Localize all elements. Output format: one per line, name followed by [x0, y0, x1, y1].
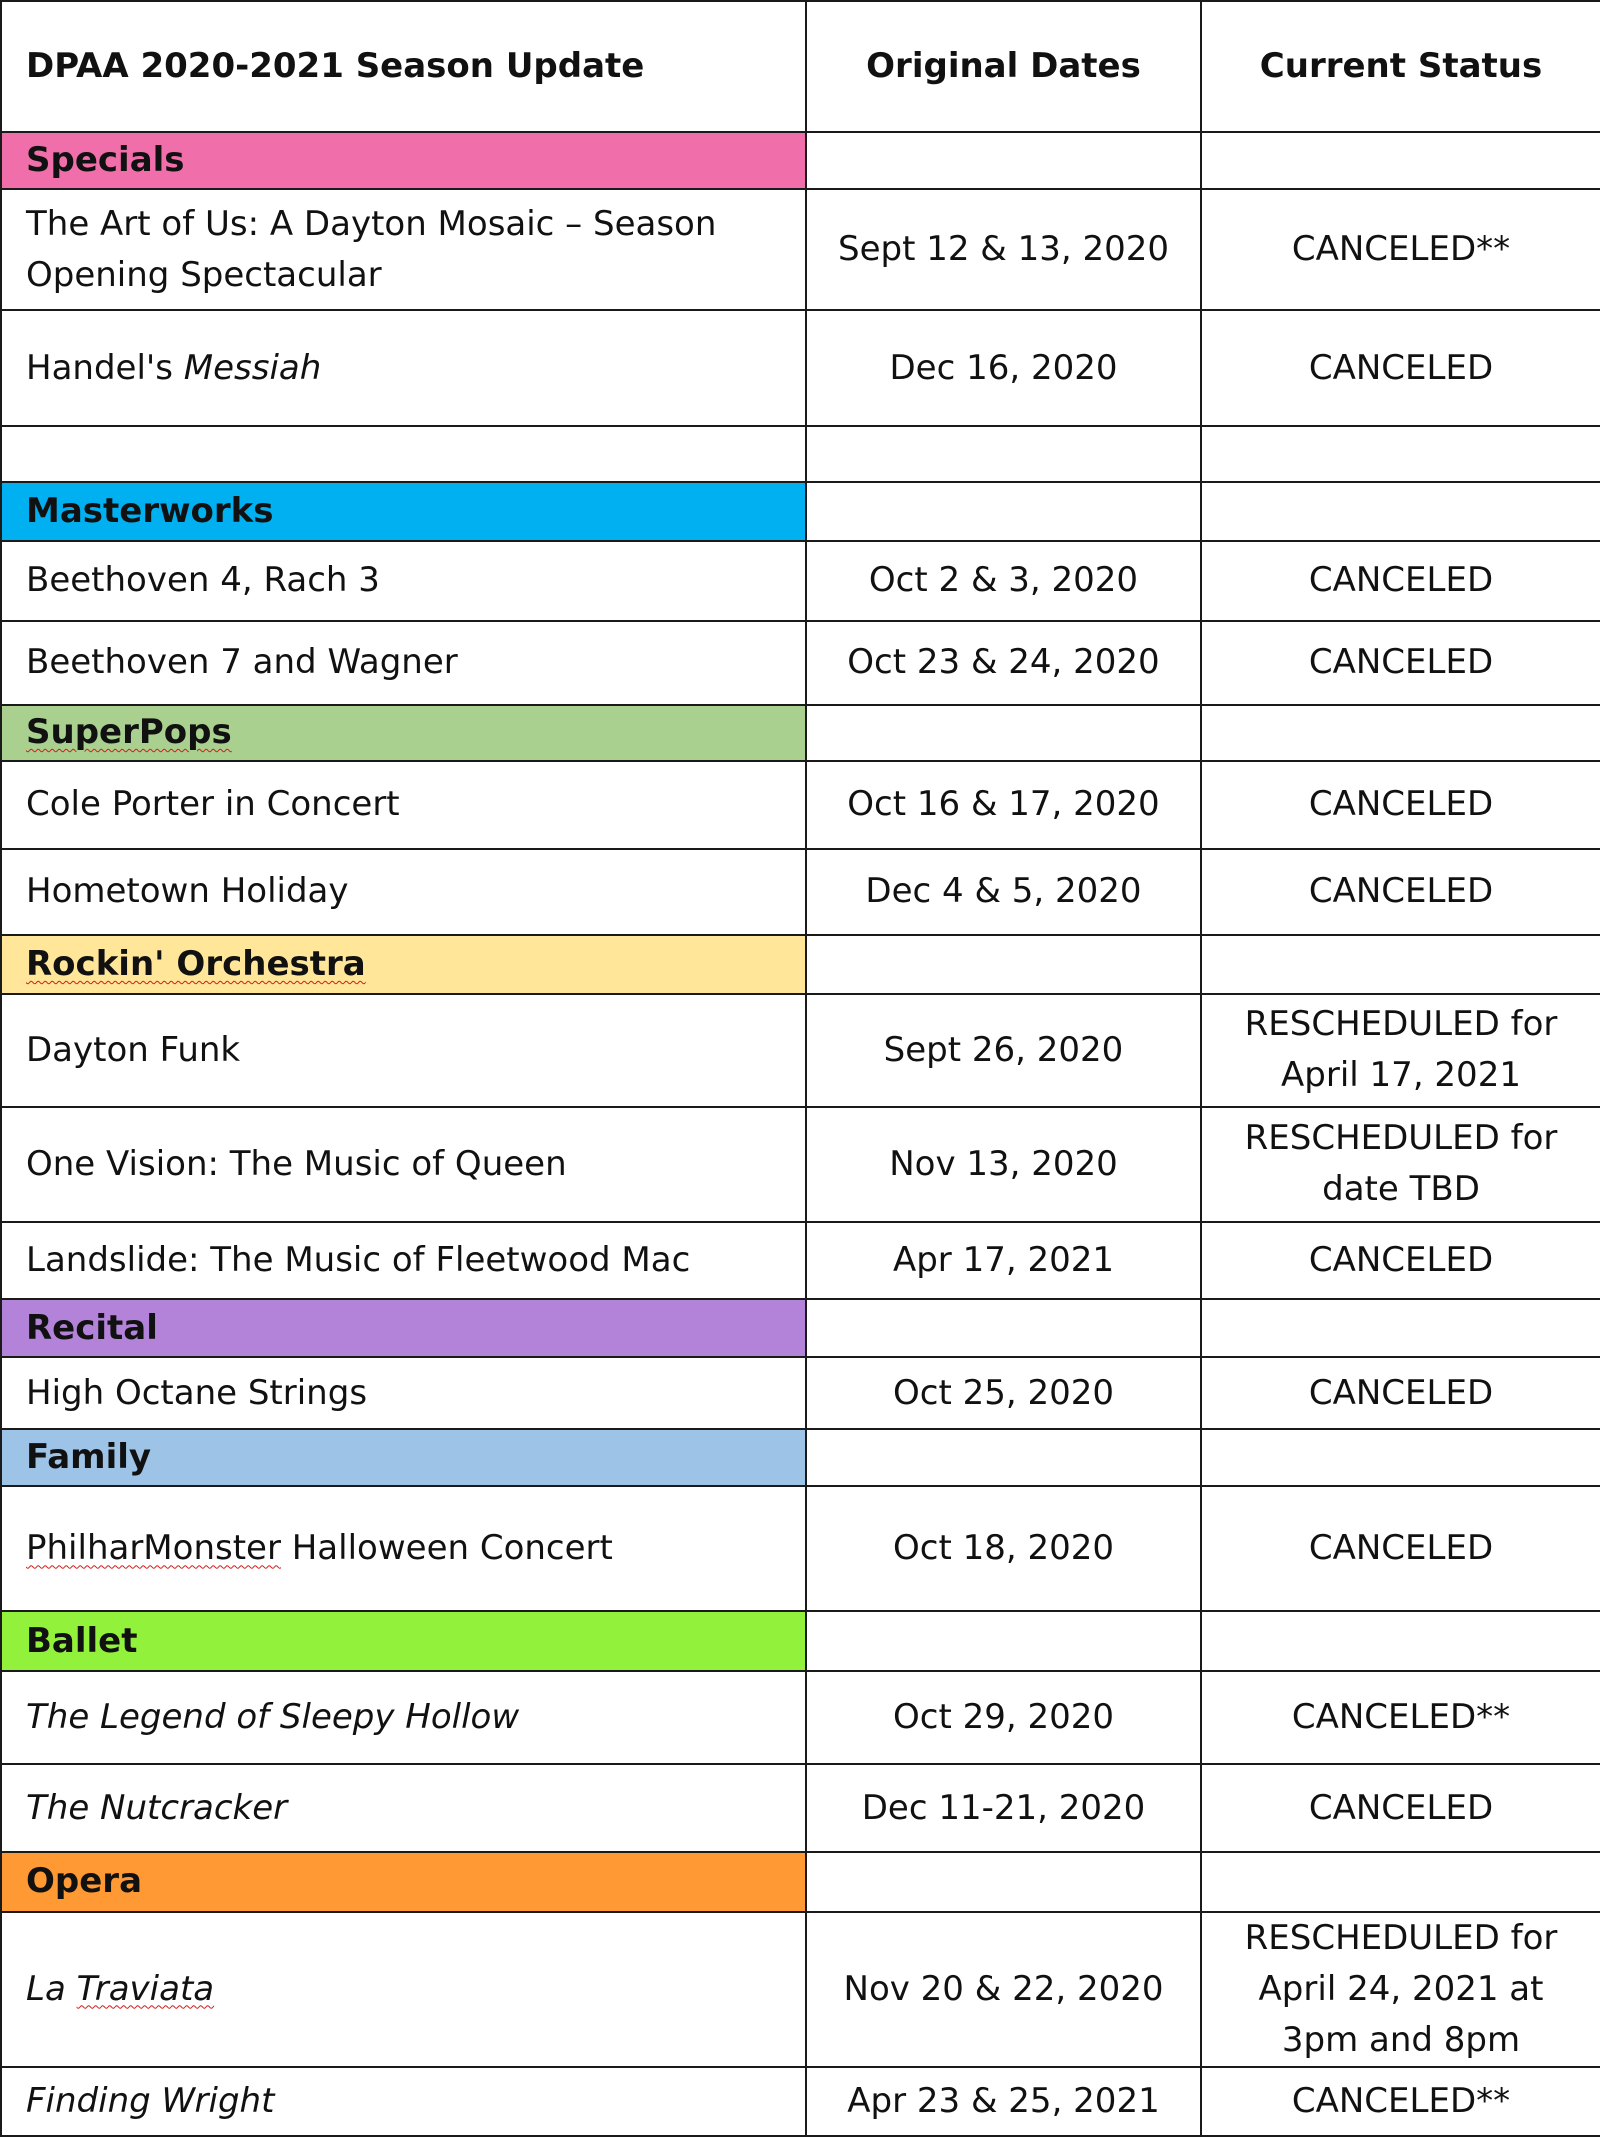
- event-dates: Oct 25, 2020: [806, 1357, 1201, 1429]
- event-row-finding-wright: [1, 2067, 1600, 2136]
- event-name-italic: Messiah: [183, 347, 322, 388]
- event-name: Beethoven 4, Rach 3: [1, 541, 806, 620]
- event-status: RESCHEDULED for April 17, 2021: [1201, 994, 1600, 1107]
- category-ballet: Ballet: [1, 1611, 806, 1671]
- event-row-landslide: [1, 1222, 1600, 1299]
- event-dates: Oct 29, 2020: [806, 1671, 1201, 1764]
- empty-cell: [1201, 132, 1600, 189]
- event-dates: Oct 2 & 3, 2020: [806, 541, 1201, 620]
- empty-cell: [1201, 1852, 1600, 1912]
- empty-cell: [806, 482, 1201, 541]
- event-name: [1, 310, 806, 426]
- empty-cell: [806, 1299, 1201, 1357]
- event-name: Dayton Funk: [1, 994, 806, 1107]
- event-status: CANCELED**: [1201, 189, 1600, 310]
- event-dates: Dec 11-21, 2020: [806, 1764, 1201, 1851]
- event-status: CANCELED: [1201, 849, 1600, 935]
- event-status: RESCHEDULED for date TBD: [1201, 1107, 1600, 1222]
- empty-cell: [806, 1429, 1201, 1486]
- category-specials: Specials: [1, 132, 806, 189]
- category-row-superpops: [1, 705, 1600, 761]
- event-name: [1, 1912, 806, 2067]
- event-status: CANCELED**: [1201, 1671, 1600, 1764]
- event-status: CANCELED: [1201, 621, 1600, 705]
- empty-cell: [806, 1852, 1201, 1912]
- event-name: One Vision: The Music of Queen: [1, 1107, 806, 1222]
- category-rockin-label: Rockin' Orchestra: [26, 943, 366, 984]
- header-current-status: Current Status: [1201, 1, 1600, 132]
- category-rockin-orchestra: [1, 935, 806, 994]
- event-name-prefix: Handel's: [26, 347, 184, 388]
- event-row-beethoven7: [1, 621, 1600, 705]
- empty-cell: [806, 1611, 1201, 1671]
- category-row-specials: [1, 132, 1600, 189]
- event-dates: Nov 13, 2020: [806, 1107, 1201, 1222]
- empty-cell: [1201, 935, 1600, 994]
- event-status: CANCELED: [1201, 1222, 1600, 1299]
- event-row-philharmonster: [1, 1486, 1600, 1611]
- category-recital: Recital: [1, 1299, 806, 1357]
- empty-cell: [806, 426, 1201, 482]
- event-status-line: 3pm and 8pm: [1281, 2019, 1521, 2060]
- event-status-line: April 24, 2021 at: [1258, 1968, 1544, 2009]
- event-name: The Art of Us: A Dayton Mosaic – Season Opening Spectacular: [1, 189, 806, 310]
- empty-cell: [1201, 705, 1600, 761]
- event-row-dayton-funk: [1, 994, 1600, 1107]
- empty-cell: [806, 705, 1201, 761]
- event-name-prefix: La: [26, 1968, 77, 2009]
- event-name: Hometown Holiday: [1, 849, 806, 935]
- event-status: [1201, 1912, 1600, 2067]
- event-dates: Oct 16 & 17, 2020: [806, 761, 1201, 849]
- event-status: CANCELED: [1201, 541, 1600, 620]
- event-status-line: RESCHEDULED for: [1244, 1917, 1558, 1958]
- event-row-beethoven4: [1, 541, 1600, 620]
- event-dates: Nov 20 & 22, 2020: [806, 1912, 1201, 2067]
- empty-cell: [1201, 1611, 1600, 1671]
- empty-cell: [1201, 1299, 1600, 1357]
- category-opera: Opera: [1, 1852, 806, 1912]
- event-status: CANCELED: [1201, 1764, 1600, 1851]
- event-name-squiggle: Traviata: [76, 1968, 215, 2009]
- event-dates: Dec 4 & 5, 2020: [806, 849, 1201, 935]
- event-name: The Legend of Sleepy Hollow: [1, 1671, 806, 1764]
- empty-cell: [1201, 426, 1600, 482]
- event-name: Finding Wright: [1, 2067, 806, 2136]
- event-row-sleepy-hollow: [1, 1671, 1600, 1764]
- category-row-recital: [1, 1299, 1600, 1357]
- event-row-cole-porter: [1, 761, 1600, 849]
- category-masterworks: Masterworks: [1, 482, 806, 541]
- event-name: Cole Porter in Concert: [1, 761, 806, 849]
- event-row-high-octane: [1, 1357, 1600, 1429]
- category-family: Family: [1, 1429, 806, 1486]
- event-dates: Sept 26, 2020: [806, 994, 1201, 1107]
- empty-cell: [806, 132, 1201, 189]
- header-original-dates: Original Dates: [806, 1, 1201, 132]
- event-dates: Oct 18, 2020: [806, 1486, 1201, 1611]
- event-dates: Apr 23 & 25, 2021: [806, 2067, 1201, 2136]
- event-status: CANCELED: [1201, 1486, 1600, 1611]
- category-row-opera: [1, 1852, 1600, 1912]
- event-name: Landslide: The Music of Fleetwood Mac: [1, 1222, 806, 1299]
- event-row-hometown: [1, 849, 1600, 935]
- event-status: CANCELED: [1201, 310, 1600, 426]
- category-row-family: [1, 1429, 1600, 1486]
- empty-cell: [1201, 482, 1600, 541]
- event-name: High Octane Strings: [1, 1357, 806, 1429]
- empty-cell: [1201, 1429, 1600, 1486]
- category-row-rockin: [1, 935, 1600, 994]
- category-row-masterworks: [1, 482, 1600, 541]
- spacer-row: [1, 426, 1600, 482]
- event-name-squiggle: PhilharMonster: [26, 1528, 281, 1569]
- event-name: [1, 1486, 806, 1611]
- event-name-suffix: Halloween Concert: [280, 1528, 613, 1569]
- category-row-ballet: [1, 1611, 1600, 1671]
- header-row: [1, 1, 1600, 132]
- event-status: CANCELED**: [1201, 2067, 1600, 2136]
- event-dates: Sept 12 & 13, 2020: [806, 189, 1201, 310]
- event-dates: Dec 16, 2020: [806, 310, 1201, 426]
- event-status: CANCELED: [1201, 1357, 1600, 1429]
- event-dates: Oct 23 & 24, 2020: [806, 621, 1201, 705]
- category-superpops-label: SuperPops: [26, 712, 232, 753]
- event-row-la-traviata: [1, 1912, 1600, 2067]
- event-dates: Apr 17, 2021: [806, 1222, 1201, 1299]
- event-status: CANCELED: [1201, 761, 1600, 849]
- event-name: The Nutcracker: [1, 1764, 806, 1851]
- empty-cell: [1, 426, 806, 482]
- category-superpops: [1, 705, 806, 761]
- event-name: Beethoven 7 and Wagner: [1, 621, 806, 705]
- event-row-art-of-us: [1, 189, 1600, 310]
- event-row-messiah: [1, 310, 1600, 426]
- empty-cell: [806, 935, 1201, 994]
- document-title: DPAA 2020-2021 Season Update: [1, 1, 806, 132]
- event-row-one-vision: [1, 1107, 1600, 1222]
- event-row-nutcracker: [1, 1764, 1600, 1851]
